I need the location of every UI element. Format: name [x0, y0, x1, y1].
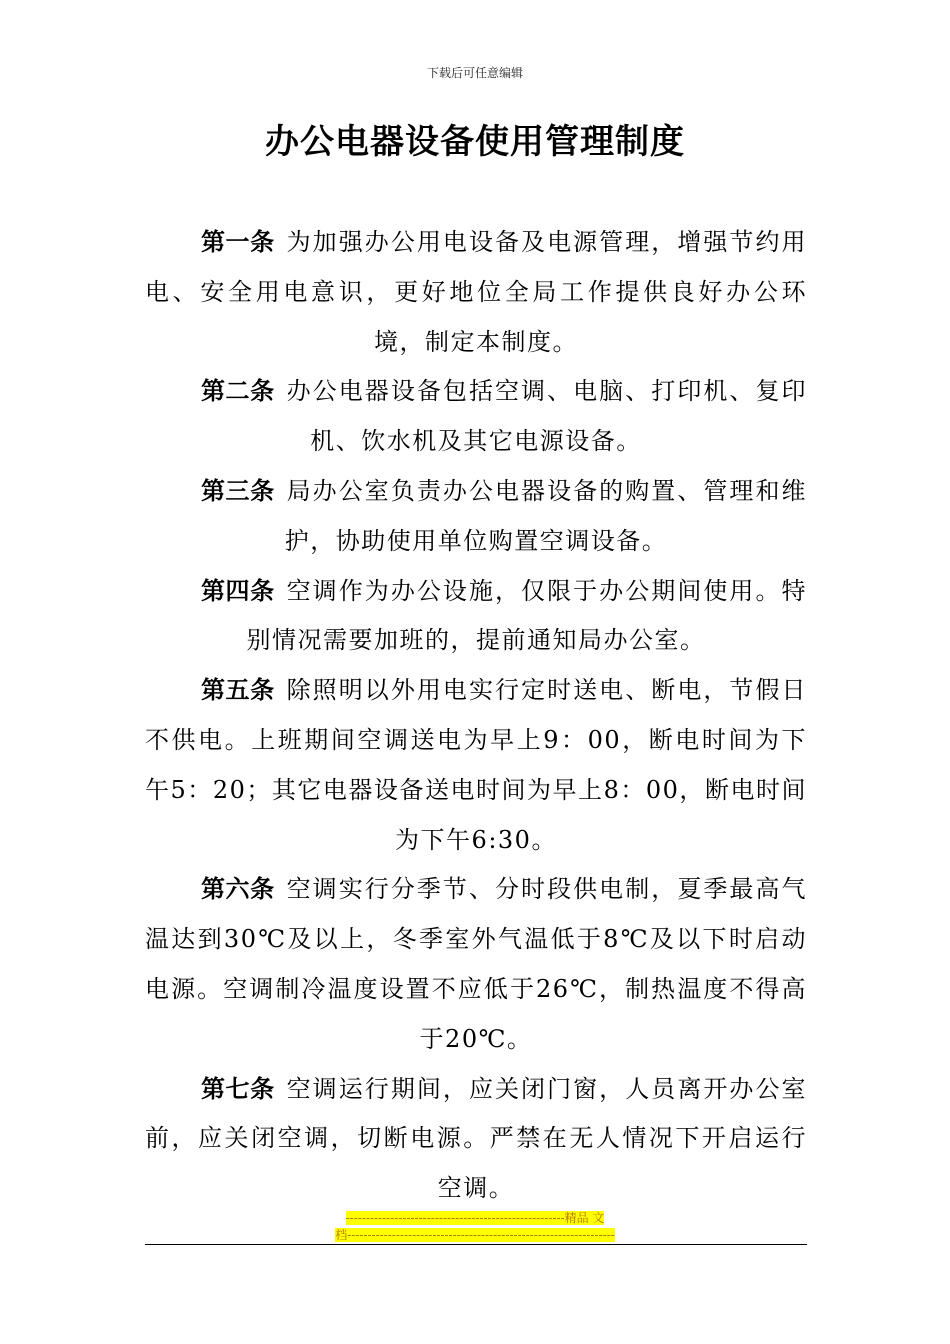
article-6: [145, 865, 807, 1064]
footer-line-1: ------------------------------------------------------精品 文: [345, 1211, 605, 1225]
article-text: 空调作为办公设施，仅限于办公期间使用。特别情况需要加班的，提前通知局办公室。: [246, 576, 808, 655]
article-1: [145, 218, 807, 367]
article-text: 空调运行期间，应关闭门窗，人员离开办公室前，应关闭空调，切断电源。严禁在无人情况下开启运行空调。: [145, 1074, 808, 1203]
article-2: [145, 367, 807, 467]
article-text: 办公电器设备包括空调、电脑、打印机、复印机、饮水机及其它电源设备。: [286, 377, 808, 456]
footer-banner: [0, 1210, 950, 1244]
article-text: 为加强办公用电设备及电源管理，增强节约用电、安全用电意识，更好地位全局工作提供良好办公环境，制定本制度。: [145, 228, 808, 356]
article-4: [145, 567, 807, 667]
footer-line-2: 档------------------------------------------------------------------: [335, 1228, 615, 1242]
article-number: 第五条: [201, 676, 275, 705]
article-number: 第四条: [201, 576, 275, 605]
article-number: 第一条: [201, 228, 275, 256]
article-5: [145, 666, 807, 865]
header-note: 下载后可任意编辑: [426, 66, 523, 80]
document-body: [145, 218, 807, 1214]
footer-divider: [145, 1244, 807, 1245]
article-7: [145, 1065, 807, 1214]
article-number: 第七条: [201, 1074, 275, 1103]
article-number: 第二条: [201, 377, 275, 406]
article-number: 第三条: [201, 476, 275, 505]
article-text: 除照明以外用电实行定时送电、断电，节假日不供电。上班期间空调送电为早上9：00，断电时间为下午5：20；其它电器设备送电时间为早上8：00，断电时间为下午6:30。: [145, 676, 808, 854]
article-text: 空调实行分季节、分时段供电制，夏季最高气温达到30℃及以上，冬季室外气温低于8℃及以下时启动电源。空调制冷温度设置不应低于26℃，制热温度不得高于20℃。: [145, 875, 808, 1053]
article-number: 第六条: [201, 875, 275, 904]
document-title: 办公电器设备使用管理制度: [265, 122, 685, 162]
article-text: 局办公室负责办公电器设备的购置、管理和维护，协助使用单位购置空调设备。: [284, 476, 808, 555]
article-3: [145, 467, 807, 567]
